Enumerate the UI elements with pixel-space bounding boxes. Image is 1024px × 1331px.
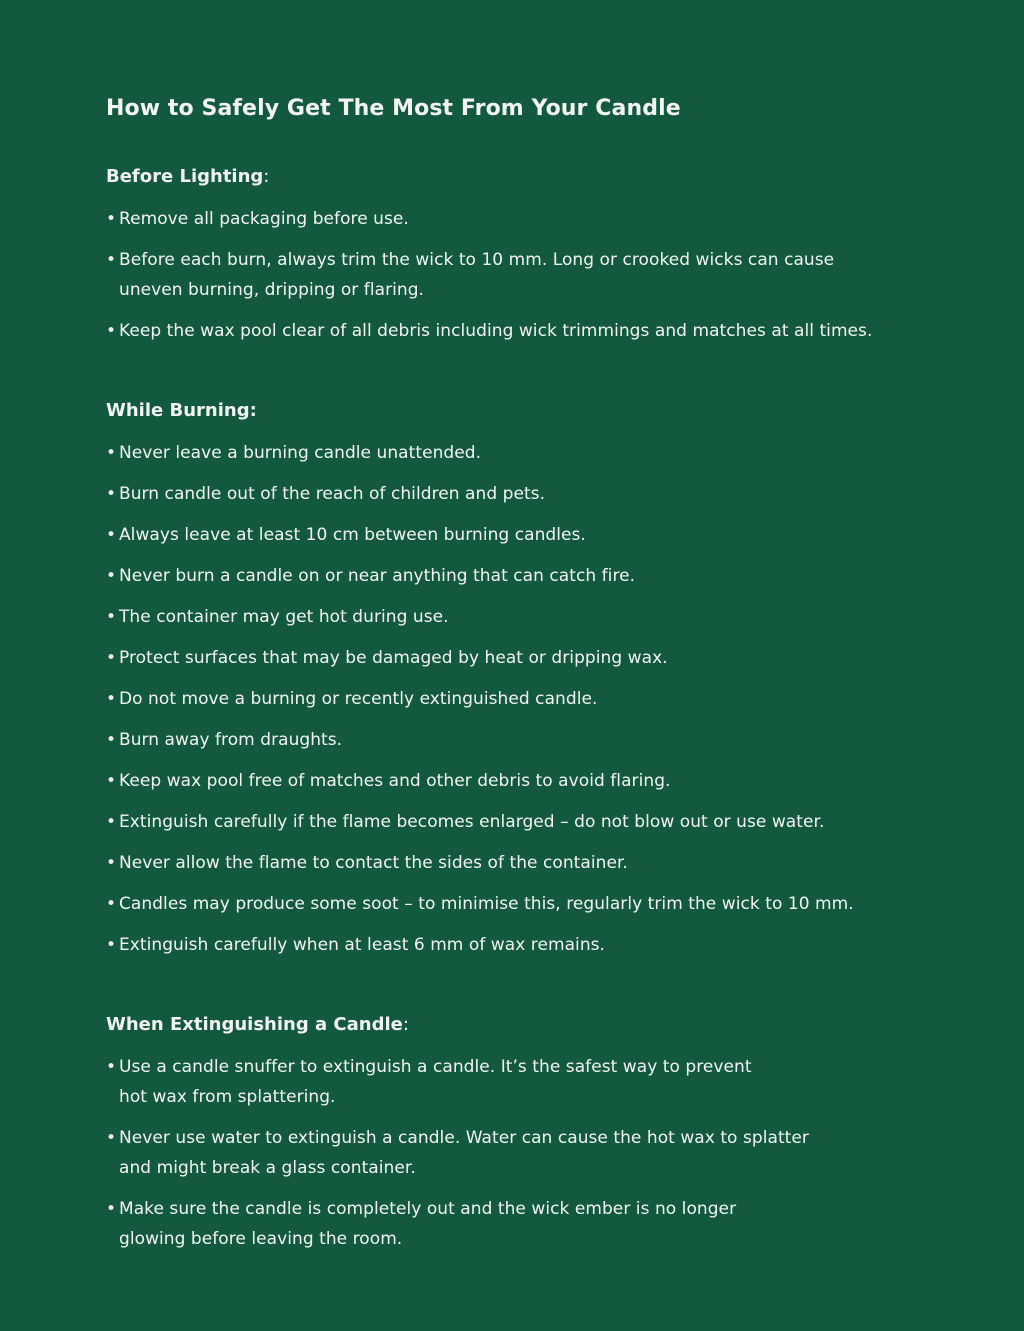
bullet-icon: • [106, 484, 117, 504]
list-item-text: Extinguish carefully if the flame becomes enlarged – do not blow out or use water. [119, 812, 825, 832]
section-heading-when-extinguishing [106, 1012, 964, 1038]
list-item-text: Keep the wax pool clear of all debris including wick trimmings and matches at all times. [119, 321, 873, 341]
list-item [106, 561, 964, 591]
bullet-icon: • [106, 648, 117, 668]
list-item-text: Keep wax pool free of matches and other debris to avoid flaring. [119, 771, 671, 791]
bullet-icon: • [106, 853, 117, 873]
section-heading-before-lighting [106, 164, 964, 190]
bullet-icon: • [106, 525, 117, 545]
section-heading-while-burning [106, 398, 964, 424]
list-item-text: Burn candle out of the reach of children and pets. [119, 484, 546, 504]
bullet-icon: • [106, 321, 117, 341]
list-item-text: Before each burn, always trim the wick to 10 mm. Long or crooked wicks can cause uneven burning, dripping or flaring. [119, 250, 835, 300]
bullet-icon: • [106, 607, 117, 627]
list-item [106, 1123, 964, 1183]
list-item [106, 438, 964, 468]
bullet-icon: • [106, 443, 117, 463]
list-item-text: Never burn a candle on or near anything that can catch fire. [119, 566, 636, 586]
list-item [106, 1194, 964, 1254]
list-item [106, 245, 964, 305]
list-item-text: Do not move a burning or recently extinguished candle. [119, 689, 598, 709]
list-item [106, 204, 964, 234]
list-item-text: Make sure the candle is completely out and the wick ember is no longer glowing before leaving the room. [119, 1199, 737, 1249]
list-item-text: The container may get hot during use. [119, 607, 449, 627]
bullet-icon: • [106, 935, 117, 955]
list-item [106, 930, 964, 960]
bullet-icon: • [106, 689, 117, 709]
section-heading-text: When Extinguishing a Candle [106, 1014, 403, 1035]
list-item [106, 848, 964, 878]
list-item [106, 479, 964, 509]
when-extinguishing-list [106, 1052, 964, 1254]
list-item [106, 766, 964, 796]
section-heading-colon: : [263, 166, 270, 187]
list-item-text: Never use water to extinguish a candle. Water can cause the hot wax to splatter and might break a glass container. [119, 1128, 809, 1178]
bullet-icon: • [106, 771, 117, 791]
while-burning-list [106, 438, 964, 960]
section-heading-text: Before Lighting [106, 166, 264, 187]
list-item [106, 725, 964, 755]
bullet-icon: • [106, 730, 117, 750]
bullet-icon: • [106, 209, 117, 229]
list-item [106, 520, 964, 550]
page-title: How to Safely Get The Most From Your Candle [106, 96, 681, 121]
list-item-text: Extinguish carefully when at least 6 mm of wax remains. [119, 935, 606, 955]
bullet-icon: • [106, 1199, 117, 1219]
list-item-text: Use a candle snuffer to extinguish a candle. It’s the safest way to prevent hot wax from splattering. [119, 1057, 752, 1107]
bullet-icon: • [106, 1128, 117, 1148]
list-item [106, 807, 964, 837]
section-when-extinguishing [106, 1012, 964, 1254]
list-item [106, 889, 964, 919]
section-before-lighting [106, 164, 964, 346]
bullet-icon: • [106, 1057, 117, 1077]
bullet-icon: • [106, 894, 117, 914]
list-item-text: Remove all packaging before use. [119, 209, 409, 229]
bullet-icon: • [106, 250, 117, 270]
bullet-icon: • [106, 566, 117, 586]
section-while-burning [106, 398, 964, 960]
list-item [106, 684, 964, 714]
list-item-text: Never leave a burning candle unattended. [119, 443, 482, 463]
section-heading-colon: : [402, 1014, 409, 1035]
list-item [106, 1052, 964, 1112]
list-item [106, 316, 964, 346]
list-item-text: Burn away from draughts. [119, 730, 343, 750]
list-item-text: Never allow the flame to contact the sides of the container. [119, 853, 628, 873]
section-heading-text: While Burning [106, 400, 250, 421]
list-item-text: Protect surfaces that may be damaged by heat or dripping wax. [119, 648, 668, 668]
before-lighting-list [106, 204, 964, 346]
list-item-text: Always leave at least 10 cm between burning candles. [119, 525, 586, 545]
bullet-icon: • [106, 812, 117, 832]
list-item [106, 602, 964, 632]
list-item-text: Candles may produce some soot – to minimise this, regularly trim the wick to 10 mm. [119, 894, 854, 914]
section-heading-colon: : [249, 400, 257, 421]
list-item [106, 643, 964, 673]
